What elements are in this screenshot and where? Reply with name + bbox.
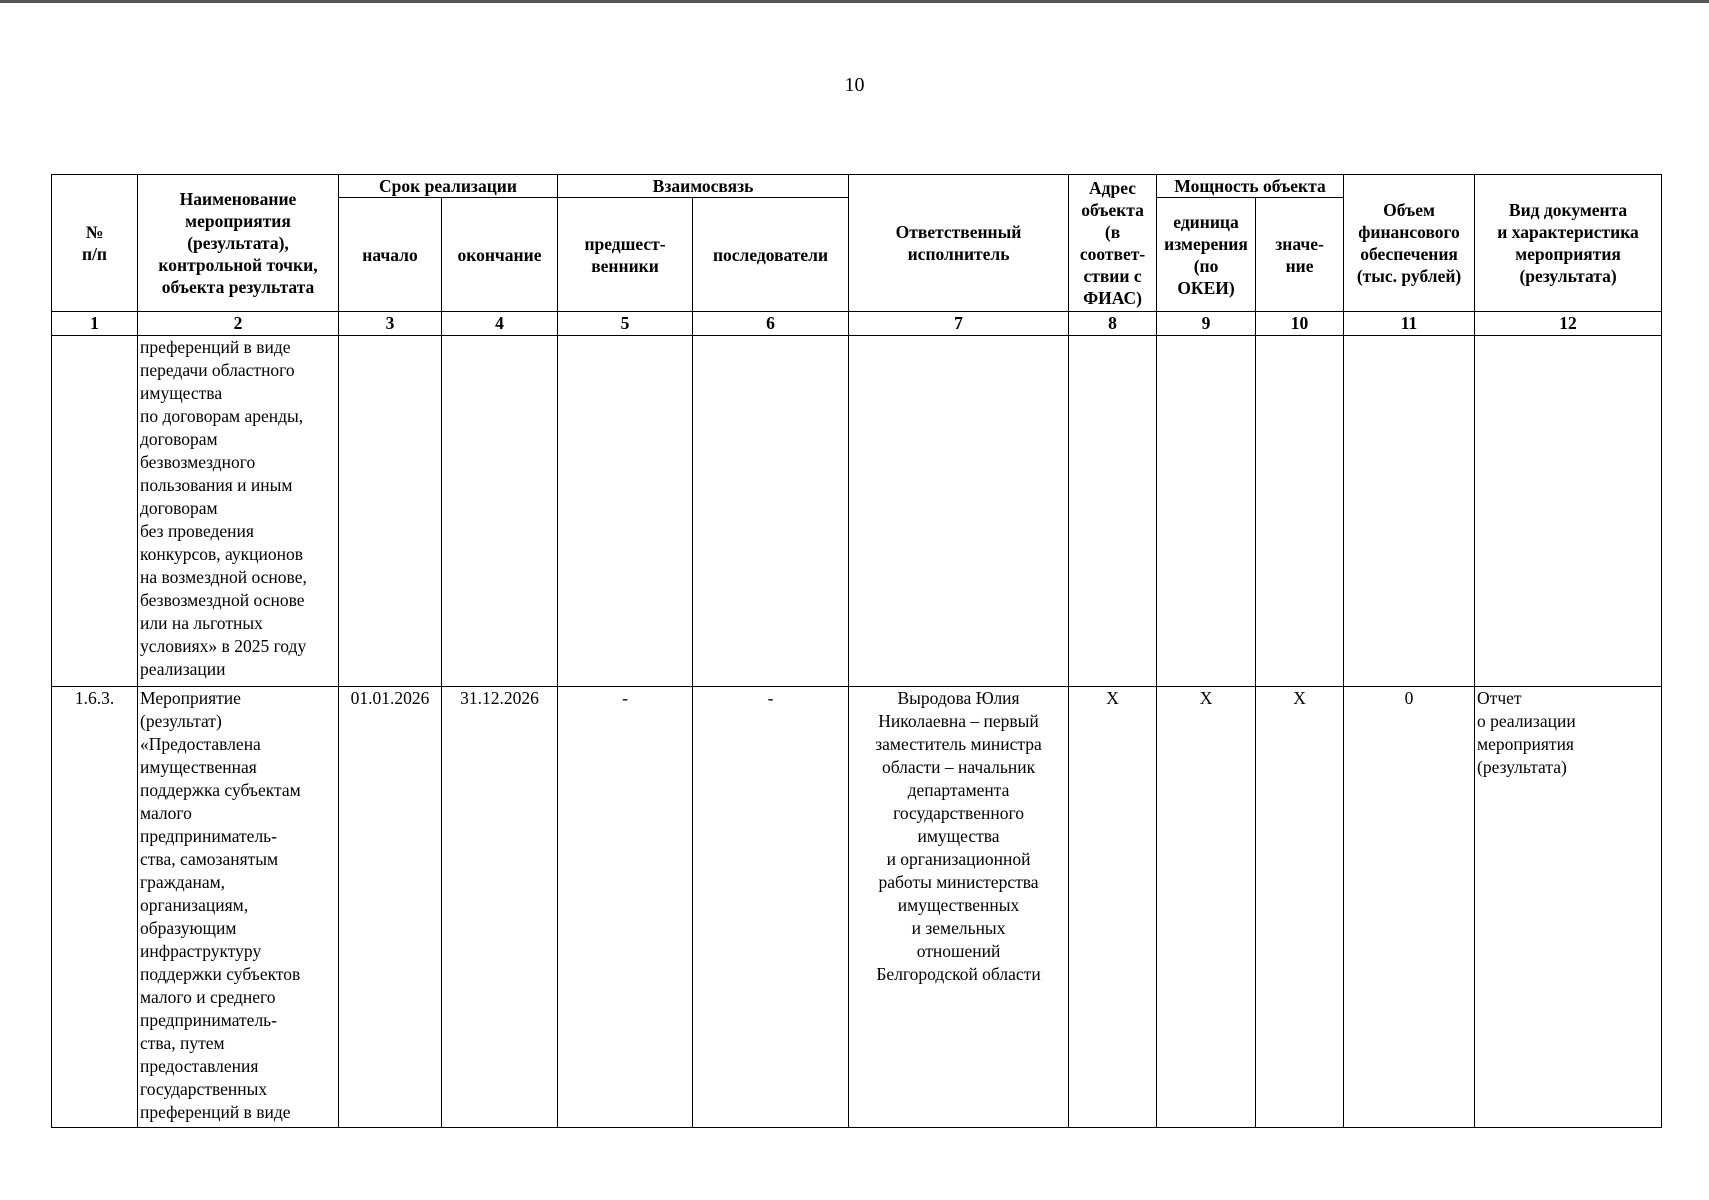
col-number: 12 xyxy=(1475,312,1662,336)
header-successors: последователи xyxy=(693,198,849,312)
col-number: 10 xyxy=(1256,312,1344,336)
header-name: Наименование мероприятия (результата), контрольной точки, объекта результата xyxy=(138,175,339,312)
cell-doc-type: Отчет о реализации мероприятия (результата) xyxy=(1475,687,1662,1128)
col-number: 5 xyxy=(558,312,693,336)
col-number: 1 xyxy=(52,312,138,336)
cell-predecessors: - xyxy=(558,687,693,1128)
cell-doc-type xyxy=(1475,336,1662,687)
program-table xyxy=(51,174,1662,1128)
cell-start xyxy=(339,336,442,687)
header-row-1 xyxy=(52,175,1662,198)
header-address: Адрес объекта (в соответ- ствии с ФИАС) xyxy=(1069,175,1157,312)
scan-top-edge xyxy=(0,0,1709,3)
cell-value: Х xyxy=(1256,687,1344,1128)
col-number: 9 xyxy=(1157,312,1256,336)
cell-num: 1.6.3. xyxy=(52,687,138,1128)
cell-name: Мероприятие (результат) «Предоставлена имущественная поддержка субъектам малого предприниматель- ства, самозанятым гражданам, организациям, образующим инфраструктуру поддержки субъектов малого и среднего предприниматель- ства, путем предоставления государственных преференций в виде xyxy=(138,687,339,1128)
header-funding: Объем финансового обеспечения (тыс. рублей) xyxy=(1344,175,1475,312)
header-period: Срок реализации xyxy=(339,175,558,198)
col-number: 3 xyxy=(339,312,442,336)
col-number: 7 xyxy=(849,312,1069,336)
cell-responsible: Выродова Юлия Николаевна – первый заместитель министра области – начальник департамента государственного имущества и организационной работы министерства имущественных и земельных отношений Белгородской области xyxy=(849,687,1069,1128)
header-predecessors: предшест- венники xyxy=(558,198,693,312)
cell-unit: Х xyxy=(1157,687,1256,1128)
page-number: 10 xyxy=(844,74,865,96)
cell-name: преференций в виде передачи областного имущества по договорам аренды, договорам безвозмездного пользования и иным договорам без проведения конкурсов, аукционов на возмездной основе, безвозмездной основе или на льготных условиях» в 2025 году реализации xyxy=(138,336,339,687)
cell-unit xyxy=(1157,336,1256,687)
col-number: 11 xyxy=(1344,312,1475,336)
header-end: окончание xyxy=(442,198,558,312)
cell-successors xyxy=(693,336,849,687)
header-responsible: Ответственный исполнитель xyxy=(849,175,1069,312)
cell-start: 01.01.2026 xyxy=(339,687,442,1128)
col-number: 8 xyxy=(1069,312,1157,336)
col-number: 4 xyxy=(442,312,558,336)
cell-address xyxy=(1069,336,1157,687)
cell-funding xyxy=(1344,336,1475,687)
cell-address: Х xyxy=(1069,687,1157,1128)
col-number: 2 xyxy=(138,312,339,336)
header-value: значе- ние xyxy=(1256,198,1344,312)
header-start: начало xyxy=(339,198,442,312)
cell-successors: - xyxy=(693,687,849,1128)
cell-funding: 0 xyxy=(1344,687,1475,1128)
table-row xyxy=(52,336,1662,687)
cell-end xyxy=(442,336,558,687)
cell-responsible xyxy=(849,336,1069,687)
header-unit: единица измерения (по ОКЕИ) xyxy=(1157,198,1256,312)
table-row xyxy=(52,687,1662,1128)
header-doc-type: Вид документа и характеристика мероприятия (результата) xyxy=(1475,175,1662,312)
header-num: № п/п xyxy=(52,175,138,312)
col-number: 6 xyxy=(693,312,849,336)
cell-value xyxy=(1256,336,1344,687)
column-numbers-row xyxy=(52,312,1662,336)
cell-num xyxy=(52,336,138,687)
cell-predecessors xyxy=(558,336,693,687)
header-capacity: Мощность объекта xyxy=(1157,175,1344,198)
header-relation: Взаимосвязь xyxy=(558,175,849,198)
cell-end: 31.12.2026 xyxy=(442,687,558,1128)
